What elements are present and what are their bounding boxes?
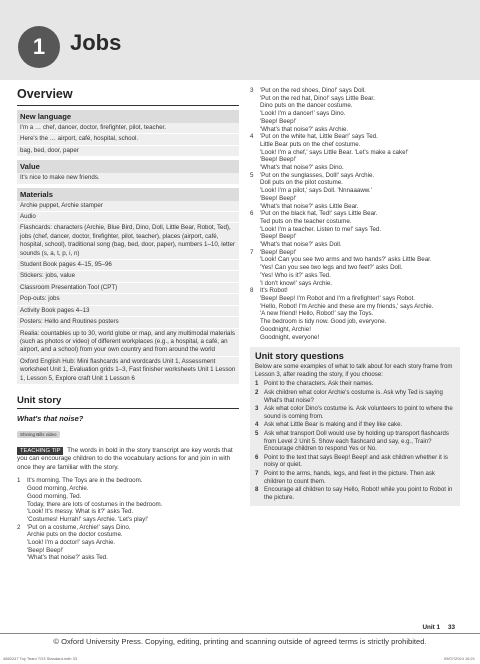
question-text: Ask what color Dino's costume is. Ask volunteers to point to where the sound is coming from. [264,405,453,420]
frame-line: 'Look! I'm a chef,' says Little Bear. 'Let's make a cake!' [260,148,409,156]
question-number: 4 [255,421,259,429]
frame-line: 'Hello, Robot! I'm Archie and these are my friends,' says Archie. [260,302,434,310]
question-number: 2 [255,388,259,396]
question-text: Ask what transport Doll would use by holding up transport flashcards from Level 2 Unit 5. Show each flashcard and say, e.g., Train? Encourage children to respond Yes or No. [264,429,449,453]
question-text: Ask what Little Bear is making and if they like cake. [264,421,403,429]
right-column [250,87,460,506]
materials-row: Flashcards: characters (Archie, Blue Bird, Dino, Doll, Little Bear, Robot, Ted), jobs (chef, dancer, doctor, firefighter, pilot, teacher), places (airport, café, hospital, school), traditional song (bag, bed, door, paper), numbers 1–10, letter sounds (s, a, t, p, i, n) [17,223,239,260]
question-text: Encourage all children to say Hello, Robot! while you point to Robot in the picture. [264,486,453,501]
frame-line: It's Robot! [260,287,288,295]
copyright-notice: © Oxford University Press. Copying, editing, printing and scanning outside of agreed terms is strictly prohibited. [53,637,427,646]
frame-line: 'Beep! Beep!' [260,248,297,256]
teaching-tip-label: TEACHING TIP [17,447,63,456]
materials-box [17,188,239,385]
question-text: Ask children what color Archie's costume is. Ask why Ted is saying What's that noise? [264,388,443,404]
story-questions-intro: Below are some examples of what to talk about for each story frame from Lesson 3, after reading the story, if you choose: [255,363,453,378]
frame-line: Good morning, Ted. [27,492,82,500]
frame-line: 'Beep! Beep!' [260,233,297,241]
materials-row: Archie puppet, Archie stamper [17,201,239,212]
question-item [255,486,455,501]
frame-line: Dino puts on the dancer costume. [260,102,353,110]
overview-title: Overview [17,87,239,106]
frame-line: Today, there are lots of costumes in the bedroom. [27,500,163,508]
materials-row: Stickers: jobs, value [17,271,239,282]
frame-line: 'A new friend! Hello, Robot!' say the Toys. [260,310,374,318]
unit-header [0,0,480,80]
story-frame [250,287,460,341]
footer-divider [0,633,480,634]
value-heading: Value [17,160,239,173]
question-item [255,389,455,404]
new-language-box [17,110,239,157]
question-number: 5 [255,429,259,437]
footer-page-number: 33 [447,624,455,631]
materials-row: Posters: Hello and Routines posters [17,317,239,328]
frame-line: 'Beep! Beep! I'm Robot and I'm a firefighter!' says Robot. [260,294,416,302]
frame-number: 3 [250,87,254,94]
story-questions-title: Unit story questions [255,351,344,362]
frame-line: 'What's that noise?' asks Ted. [27,554,108,562]
unit-number-badge: 1 [18,26,60,68]
frame-line: 'Look! Can you see two arms and two hands?' asks Little Bear. [260,256,432,264]
story-frame [250,172,460,211]
frame-number: 2 [17,523,21,531]
materials-row: Activity Book pages 4–13 [17,306,239,317]
left-column [17,87,239,562]
story-frame [250,87,460,133]
frame-line: 'Look! I'm a doctor!' says Archie. [27,539,116,547]
question-item [255,405,455,420]
frame-line: Doll puts on the pilot costume. [260,179,343,187]
story-questions-list [255,380,455,501]
frame-number: 4 [250,133,254,141]
question-number: 8 [255,486,259,494]
question-item [255,421,455,429]
frame-line: 'Put on the white hat, Little Bear!' says Ted. [260,133,378,141]
question-item [255,380,455,388]
page-footer-label [414,624,455,631]
frame-line: 'What's that noise?' asks Dino. [260,164,344,172]
question-number: 1 [255,380,259,388]
value-box [17,160,239,184]
story-subtitle: What's that noise? [17,413,84,423]
story-frame [17,477,239,523]
frame-number: 5 [250,171,254,179]
frame-line: Ted puts on the teacher costume. [260,217,352,225]
value-row: It's nice to make new friends. [17,173,239,184]
question-number: 6 [255,453,259,461]
video-tag: Shining Bills video [17,431,60,438]
question-text: Point to the text that says Beep! Beep! and ask children whether it is noisy or quiet. [264,453,448,469]
frame-line: 'Look! I'm a pilot,' says Doll. 'Nnnaaaww.' [260,187,372,195]
materials-row: Realia: countables up to 30, world globe or map, and any multimodal materials (such as photos or video) of different workplaces (e.g., a hospital, a café, an airport, and a school) from your own country and from around the world [17,329,239,357]
frame-line: Goodnight, everyone! [260,333,320,341]
frame-number: 8 [250,287,254,295]
frame-number: 7 [250,248,254,256]
materials-row: Pop-outs: jobs [17,294,239,305]
frame-line: 'Look! I'm a dancer!' says Dino. [260,110,346,118]
question-text: Point to the arms, hands, legs, and feet in the picture. Then ask children to count them. [264,469,435,485]
frame-line: 'Put on the red hat, Dino!' says Little Bear. [260,94,375,102]
frame-line: The bedroom is tidy now. Good job, everyone. [260,318,387,326]
frame-line: It's morning. The Toys are in the bedroom. [27,477,143,485]
frame-number: 6 [250,210,254,218]
materials-row: Student Book pages 4–15, 95–96 [17,260,239,271]
frame-number: 1 [17,477,21,485]
question-item [255,430,455,453]
story-frame [250,133,460,172]
frame-line: 'Look! I'm a teacher. Listen to me!' says Ted. [260,225,382,233]
print-slug-left: 4860247 Toy Team TG3 Standard.indb 33 [3,656,78,661]
frame-line: 'Put on the sunglasses, Doll!' says Archie. [260,171,375,179]
frame-line: 'What's that noise?' asks Little Bear. [260,202,359,210]
frame-line: 'Put on a costume, Archie!' says Dino. [27,523,131,531]
question-number: 3 [255,405,259,413]
new-language-heading: New language [17,110,239,123]
materials-row: Oxford English Hub: Mini flashcards and wordcards Unit 1, Assessment worksheet Unit 1, Evaluation grids 1–3, Fast finisher worksheets Unit 1 Lesson 1, Lesson 5, Explore craft Unit 1 Lesson 6 [17,357,239,385]
footer-unit-label: Unit 1 [422,624,440,631]
materials-heading: Materials [17,188,239,201]
story-questions-box [250,347,460,506]
frame-line: 'Beep! Beep!' [260,156,297,164]
frame-line: Good morning, Archie. [27,485,89,493]
materials-row: Classroom Presentation Tool (CPT) [17,283,239,294]
frame-line: 'What's that noise?' asks Archie. [260,125,349,133]
frame-line: 'Put on the black hat, Ted!' says Little Bear. [260,210,378,218]
question-item [255,454,455,469]
frame-line: 'Beep! Beep!' [27,546,64,554]
question-number: 7 [255,469,259,477]
frame-line: 'What's that noise?' asks Doll. [260,241,342,249]
story-frames-right [250,87,460,341]
frame-line: 'Put on the red shoes, Dino!' says Doll. [260,87,366,94]
unit-title: Jobs [70,30,122,55]
frame-line: Archie puts on the doctor costume. [27,531,123,539]
new-language-row: Here's the … airport, café, hospital, school. [17,134,239,145]
story-frames-left [17,477,239,562]
frame-line: 'Yes! Can you see two legs and two feet?' asks Doll. [260,264,403,272]
story-frame [250,210,460,249]
frame-line: 'Beep! Beep!' [260,194,297,202]
frame-line: 'Costumes! Hurrah!' says Archie. 'Let's play!' [27,515,149,523]
story-frame [250,249,460,288]
materials-row: Audio [17,212,239,223]
teaching-tip [17,447,239,473]
new-language-row: I'm a … chef, dancer, doctor, firefighter, pilot, teacher. [17,123,239,134]
unit-story-title: Unit story [17,395,239,409]
frame-line: 'Yes! Who is it?' asks Ted. [260,271,331,279]
question-text: Point to the characters. Ask their names. [264,380,374,388]
question-item [255,470,455,485]
new-language-row: bag, bed, door, paper [17,146,239,157]
frame-line: 'I don't know!' says Archie. [260,279,332,287]
story-frame [17,524,239,563]
teaching-tip-text: The words in bold in the story transcript are key words that you can encourage children to do the vocabulary actions for and join in with once they are familiar with the story. [17,446,233,471]
frame-line: Goodnight, Archie! [260,325,311,333]
frame-line: 'Look! It's messy. What is it?' asks Ted. [27,508,134,516]
print-slug-right: 09/07/2024 16:21 [443,656,475,661]
frame-line: 'Beep! Beep!' [260,117,297,125]
frame-line: Little Bear puts on the chef costume. [260,140,361,148]
